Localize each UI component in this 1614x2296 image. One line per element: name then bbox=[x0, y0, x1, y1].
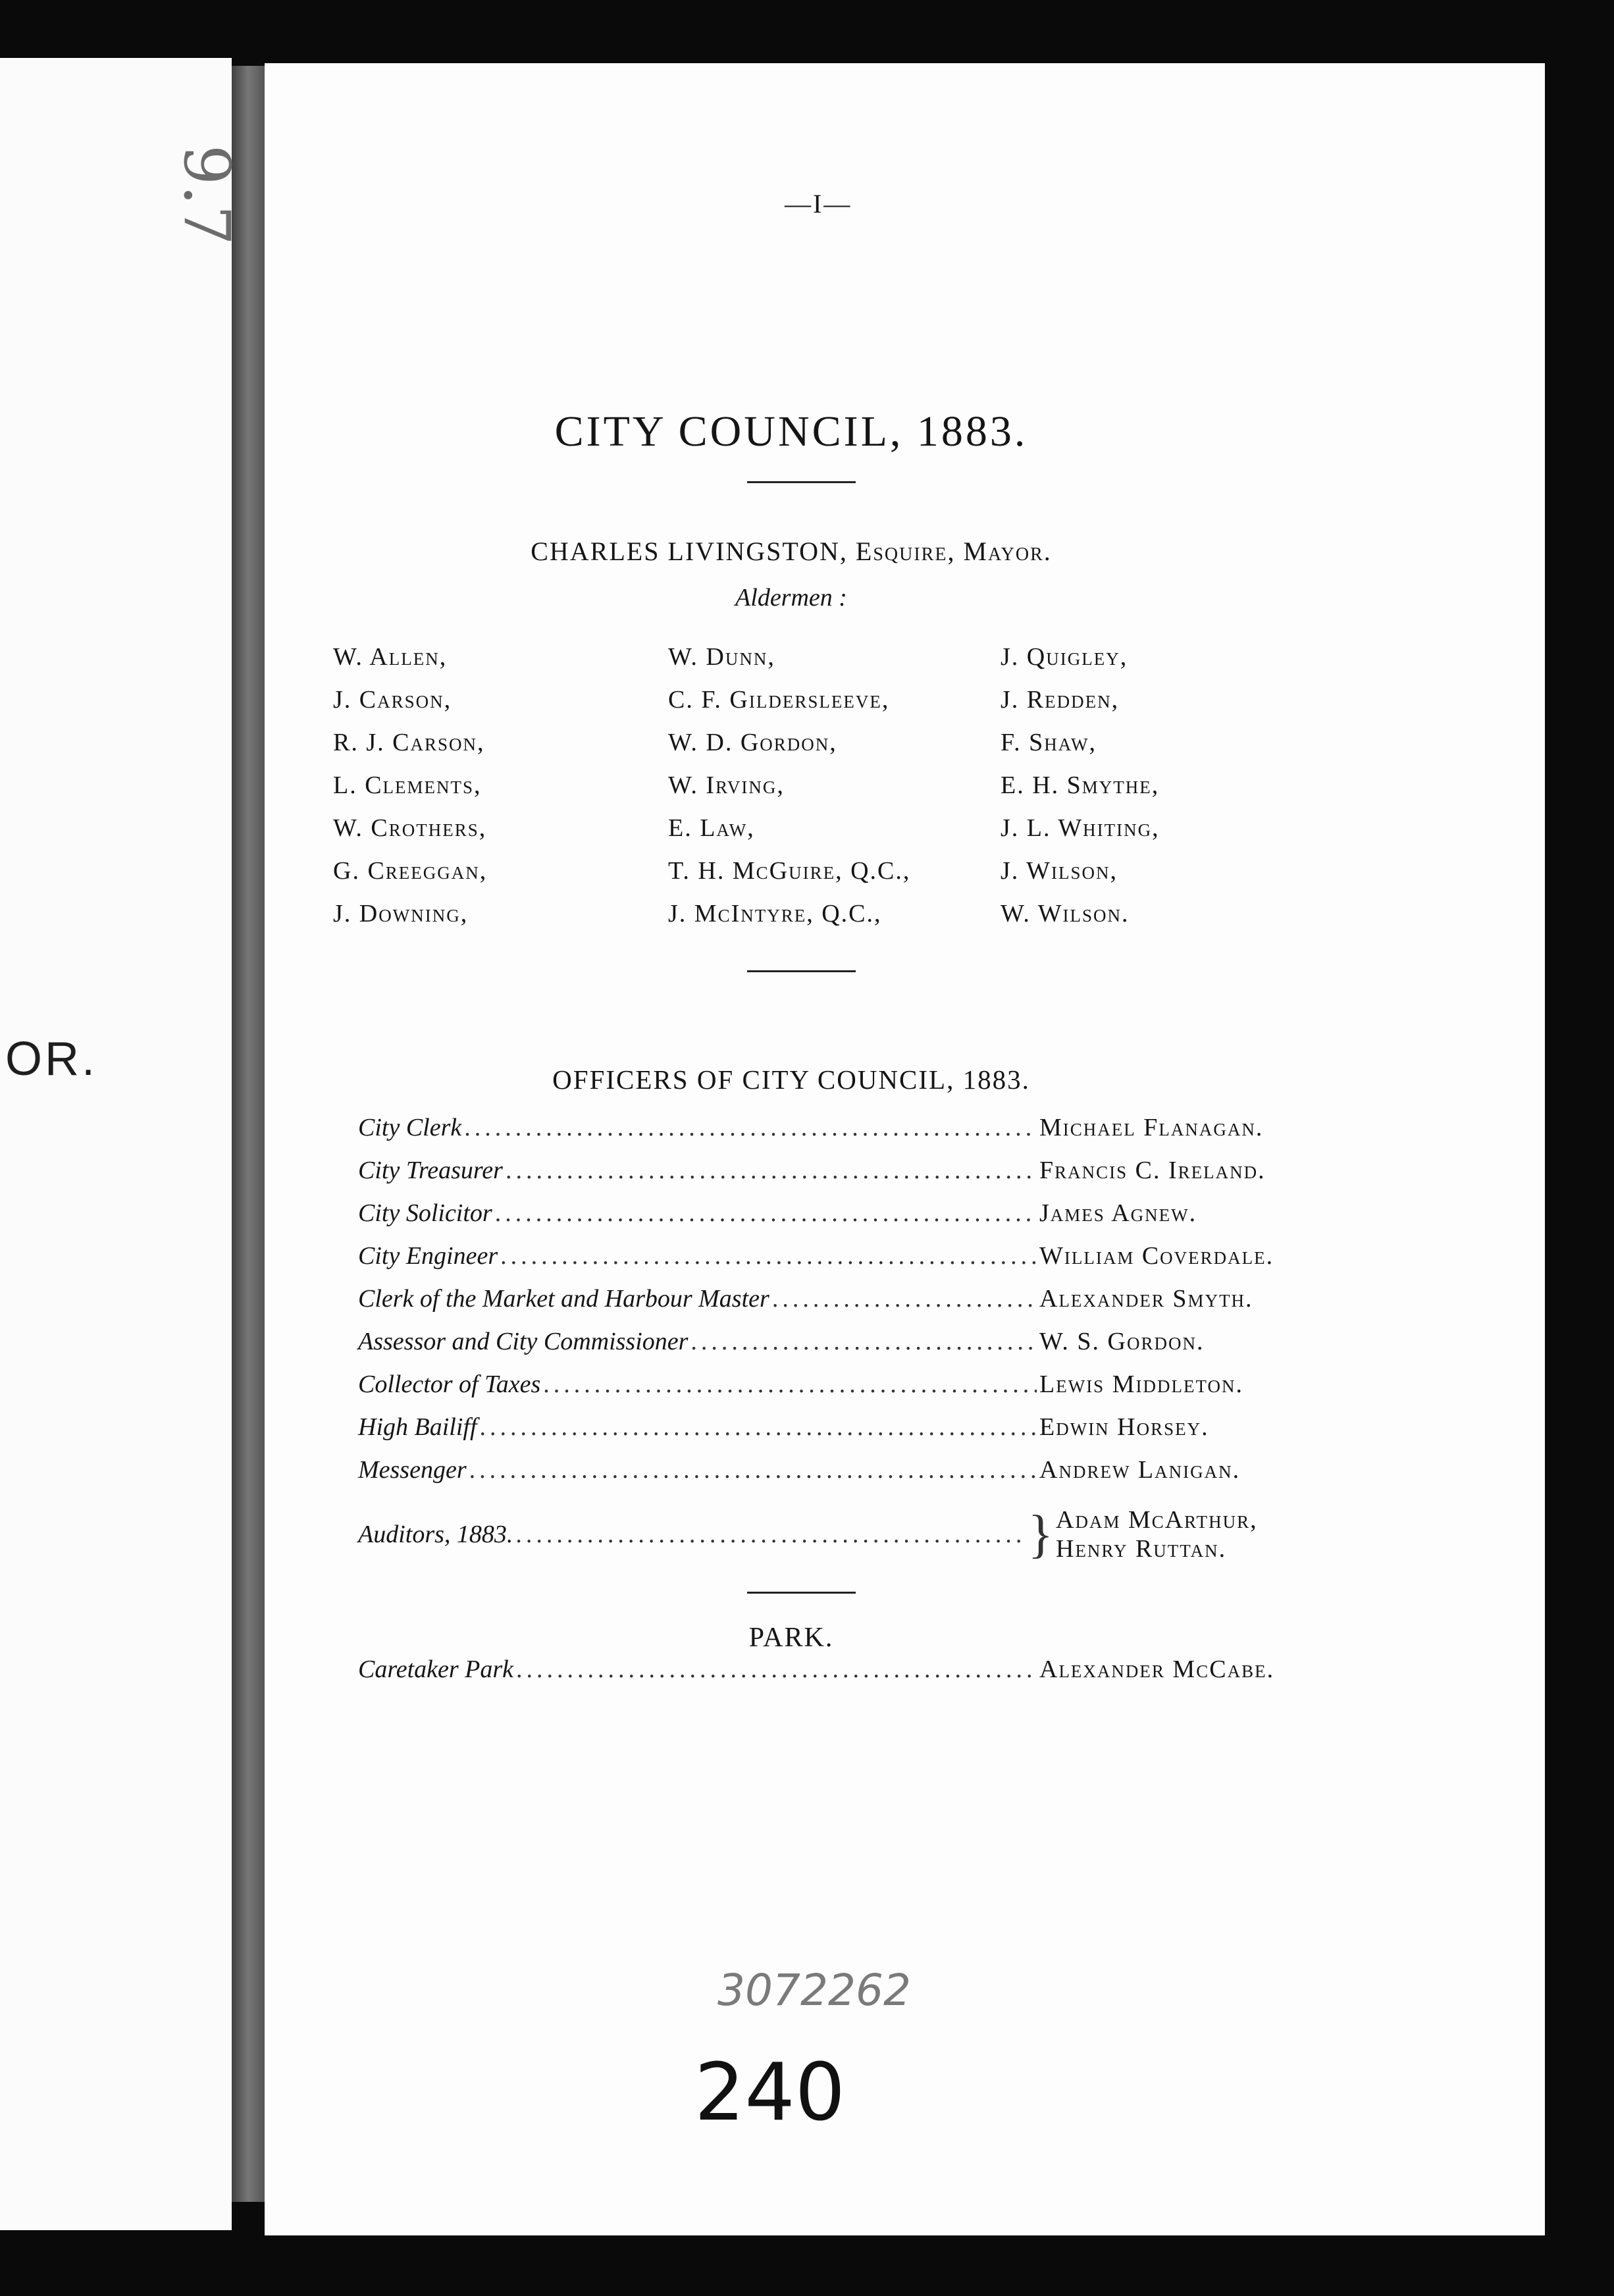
leader-dots bbox=[515, 1520, 1025, 1549]
leader-dots bbox=[690, 1327, 1037, 1356]
officer-row bbox=[358, 1156, 1345, 1199]
officer-title: Clerk of the Market and Harbour Master bbox=[358, 1285, 769, 1313]
brace-symbol: } bbox=[1028, 1505, 1053, 1563]
alderman-name: J. Redden, bbox=[1001, 686, 1120, 714]
alderman-name: W. Wilson. bbox=[1001, 900, 1130, 927]
handwritten-page-number: 240 bbox=[694, 2047, 846, 2139]
officer-title: High Bailiff bbox=[358, 1413, 477, 1441]
handwritten-catalog-number: 3072262 bbox=[717, 1965, 911, 2016]
leader-dots bbox=[506, 1156, 1037, 1185]
officer-name: Edwin Horsey. bbox=[1039, 1413, 1209, 1441]
aldermen-column-3 bbox=[1001, 636, 1160, 935]
officer-row bbox=[358, 1655, 1345, 1698]
officer-title: City Clerk bbox=[358, 1114, 462, 1141]
officer-title: City Solicitor bbox=[358, 1199, 492, 1227]
alderman-name: W. Irving, bbox=[668, 771, 785, 799]
margin-handwritten-note: 9.7 bbox=[170, 145, 244, 246]
alderman-name: L. Clements, bbox=[333, 771, 482, 799]
aldermen-column-1 bbox=[333, 636, 487, 935]
alderman-name: J. Downing, bbox=[333, 900, 469, 927]
alderman-name: J. Quigley, bbox=[1001, 643, 1128, 671]
divider bbox=[747, 1592, 856, 1594]
alderman-name: R. J. Carson, bbox=[333, 729, 485, 756]
officer-name: James Agnew. bbox=[1039, 1199, 1197, 1227]
alderman-name: C. F. Gildersleeve, bbox=[668, 686, 890, 714]
officers-heading: OFFICERS OF CITY COUNCIL, 1883. bbox=[552, 1064, 1030, 1095]
left-page bbox=[0, 58, 232, 2230]
officer-row bbox=[358, 1113, 1345, 1156]
alderman-name: F. Shaw, bbox=[1001, 729, 1097, 756]
aldermen-column-2 bbox=[668, 636, 910, 935]
officer-name: W. S. Gordon. bbox=[1039, 1328, 1205, 1355]
leader-dots bbox=[495, 1199, 1037, 1228]
auditors-names bbox=[1056, 1505, 1345, 1563]
aldermen-heading: Aldermen : bbox=[735, 584, 847, 612]
officer-row bbox=[358, 1284, 1345, 1327]
alderman-name: G. Creeggan, bbox=[333, 857, 488, 885]
left-page-text-fragment: OR. bbox=[5, 1033, 98, 1085]
alderman-name: J. Wilson, bbox=[1001, 857, 1118, 885]
officer-name: Francis C. Ireland. bbox=[1039, 1157, 1266, 1184]
divider bbox=[747, 970, 856, 972]
park-heading: PARK. bbox=[748, 1623, 834, 1653]
leader-dots bbox=[516, 1655, 1037, 1684]
mayor-line: CHARLES LIVINGSTON, Esquire, Mayor. bbox=[531, 536, 1052, 566]
alderman-name: W. Crothers, bbox=[333, 814, 487, 842]
book-spine bbox=[232, 66, 265, 2202]
officer-title: Collector of Taxes bbox=[358, 1370, 541, 1398]
officer-name: Alexander Smyth. bbox=[1039, 1285, 1253, 1313]
page-number: —I— bbox=[785, 189, 852, 219]
officer-name: Andrew Lanigan. bbox=[1039, 1456, 1241, 1484]
auditors-row bbox=[358, 1498, 1345, 1571]
page-title: CITY COUNCIL, 1883. bbox=[554, 407, 1028, 456]
alderman-name: W. D. Gordon, bbox=[668, 729, 837, 756]
officer-name: Michael Flanagan. bbox=[1039, 1114, 1264, 1141]
leader-dots bbox=[500, 1241, 1037, 1270]
leader-dots bbox=[772, 1284, 1037, 1313]
officer-title: City Treasurer bbox=[358, 1157, 503, 1184]
alderman-name: W. Dunn, bbox=[668, 643, 775, 671]
officer-title: Assessor and City Commissioner bbox=[358, 1328, 689, 1355]
alderman-name: E. H. Smythe, bbox=[1001, 771, 1160, 799]
leader-dots bbox=[543, 1370, 1037, 1399]
auditor-name: Adam McArthur, bbox=[1056, 1506, 1258, 1534]
leader-dots bbox=[464, 1113, 1037, 1142]
divider bbox=[747, 481, 856, 483]
leader-dots bbox=[480, 1413, 1037, 1442]
officer-title: Messenger bbox=[358, 1456, 467, 1484]
officer-row bbox=[358, 1455, 1345, 1498]
auditors-title: Auditors, 1883. bbox=[358, 1521, 513, 1548]
officer-row bbox=[358, 1241, 1345, 1284]
officer-row bbox=[358, 1327, 1345, 1370]
officers-list bbox=[358, 1113, 1345, 1571]
officer-name: Lewis Middleton. bbox=[1039, 1370, 1243, 1398]
alderman-name: T. H. McGuire, Q.C., bbox=[668, 857, 911, 885]
officer-name: Alexander McCabe. bbox=[1039, 1656, 1275, 1683]
officer-row bbox=[358, 1199, 1345, 1241]
park-list bbox=[358, 1655, 1345, 1698]
auditor-name: Henry Ruttan. bbox=[1056, 1535, 1227, 1563]
alderman-name: J. McIntyre, Q.C., bbox=[668, 900, 882, 927]
alderman-name: J. Carson, bbox=[333, 686, 452, 714]
officer-row bbox=[358, 1370, 1345, 1413]
officer-row bbox=[358, 1413, 1345, 1455]
officer-title: City Engineer bbox=[358, 1242, 498, 1270]
alderman-name: J. L. Whiting, bbox=[1001, 814, 1160, 842]
alderman-name: E. Law, bbox=[668, 814, 755, 842]
alderman-name: W. Allen, bbox=[333, 643, 448, 671]
officer-name: William Coverdale. bbox=[1039, 1242, 1274, 1270]
leader-dots bbox=[469, 1455, 1037, 1484]
officer-title: Caretaker Park bbox=[358, 1656, 514, 1683]
